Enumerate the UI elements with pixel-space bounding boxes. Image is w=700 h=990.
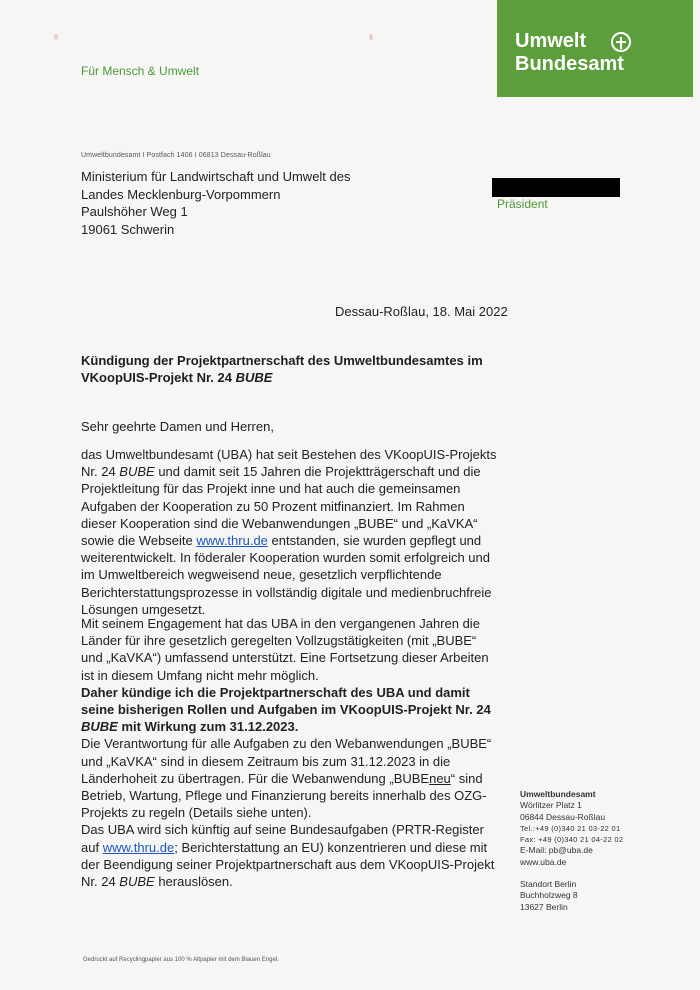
contact-org: Umweltbundesamt bbox=[520, 789, 596, 799]
letter-subject bbox=[81, 352, 501, 386]
future-tasks-text bbox=[81, 821, 497, 890]
text-underline: neu bbox=[429, 770, 451, 786]
subject-italic: BUBE bbox=[235, 370, 273, 385]
text-italic: BUBE bbox=[119, 874, 155, 890]
site-label: Standort Berlin bbox=[520, 879, 577, 890]
logo-line-2: Bundesamt bbox=[515, 53, 624, 75]
text-run: herauslösen. bbox=[154, 874, 233, 890]
thru-link[interactable]: www.thru.de bbox=[196, 533, 268, 549]
signatory-title: Präsident bbox=[497, 197, 548, 211]
uba-logo bbox=[497, 0, 693, 97]
site-city: 13627 Berlin bbox=[520, 901, 568, 912]
recipient-line: Paulshöher Weg 1 bbox=[81, 204, 188, 219]
text-italic: BUBE bbox=[119, 464, 155, 480]
recipient-address bbox=[81, 168, 351, 238]
contact-fax: Fax: +49 (0)340 21 04-22 02 bbox=[520, 835, 624, 845]
text-run: das Umweltbundesamt (UBA) hat seit Bestehen des VKoopUIS-Projekts Nr. 24 bbox=[81, 447, 497, 480]
contact-city: 06844 Dessau-Roßlau bbox=[520, 811, 606, 822]
text-run: Die Verantwortung für alle Aufgaben zu den Webanwendungen „BUBE“ und „KaVKA“ sind in diesem Zeitraum bis zum 31.12.2023 in die Länderhoheit zu übertragen. Für die Webanwendung „BUBE bbox=[81, 736, 492, 786]
redacted-name bbox=[492, 178, 620, 197]
contact-email[interactable]: E-Mail: pb@uba.de bbox=[520, 845, 593, 856]
contact-street: Wörlitzer Platz 1 bbox=[520, 800, 582, 811]
body-paragraph-2 bbox=[81, 615, 497, 890]
paper-speck bbox=[54, 34, 58, 40]
text-run: und damit seit 15 Jahren die Projektträgerschaft und die Projektleitung für das Projekt inne und hat auch die gemeinsamen Aufgaben der Kooperation zu 50 Prozent mitfinanziert. Im Rahmen dieser Kooperation sind die Webanwendungen „BUBE“ und „KaVKA“ sowie die Webseite bbox=[81, 464, 481, 549]
subject-text: Kündigung der Projektpartnerschaft des Umweltbundesamtes im VKoopUIS-Projekt Nr. 24 bbox=[81, 353, 483, 385]
recipient-line: Ministerium für Landwirtschaft und Umwelt des bbox=[81, 169, 351, 184]
globe-icon bbox=[611, 32, 631, 52]
contact-tel: Tel.:+49 (0)340 21 03-22 01 bbox=[520, 823, 621, 833]
body-paragraph-1 bbox=[81, 446, 497, 618]
contact-block bbox=[520, 789, 623, 913]
salutation: Sehr geehrte Damen und Herren, bbox=[81, 419, 274, 434]
spacer bbox=[520, 868, 623, 879]
text-run: ; Berichterstattung an EU) konzentrieren und diese mit der Beendigung seiner Projektpartnerschaft aus dem VKoopUIS-Projekt Nr. 24 bbox=[81, 839, 495, 890]
responsibility-text bbox=[81, 735, 497, 821]
text-run: “ sind Betrieb, Wartung, Pflege und Finanzierung bereits innerhalb des OZG-Projekts zu regeln (Details siehe unten). bbox=[81, 770, 487, 821]
paper-speck bbox=[369, 34, 373, 40]
tagline: Für Mensch & Umwelt bbox=[81, 64, 200, 78]
text-run: mit Wirkung zum 31.12.2023. bbox=[117, 719, 299, 735]
contact-web[interactable]: www.uba.de bbox=[520, 856, 567, 867]
text-run: Daher kündige ich die Projektpartnerschaft des UBA und damit seine bisherigen Rollen und Aufgaben im VKoopUIS-Projekt Nr. 24 bbox=[81, 684, 491, 718]
text-run: Mit seinem Engagement hat das UBA in den vergangenen Jahren die Länder für ihre gesetzlich geregelten Vollzugstätigkeiten (mit „BUBE“ und „KaVKA“) umfassend unterstützt. Eine Fortsetzung dieser Arbeiten ist in diesem Umfang nicht mehr möglich. bbox=[81, 616, 489, 683]
recipient-line: Landes Mecklenburg-Vorpommern bbox=[81, 186, 281, 202]
letter-date: Dessau-Roßlau, 18. Mai 2022 bbox=[335, 304, 508, 319]
footer-note: Gedruckt auf Recyclingpapier aus 100 % Altpapier mit dem Blauen Engel. bbox=[83, 957, 279, 963]
text-italic: BUBE bbox=[81, 719, 118, 735]
termination-statement bbox=[81, 684, 497, 736]
thru-link[interactable]: www.thru.de bbox=[102, 839, 175, 855]
logo-wordmark bbox=[515, 30, 624, 76]
site-street: Buchholzweg 8 bbox=[520, 890, 578, 901]
text-run: Das UBA wird sich künftig auf seine Bundesaufgaben (PRTR-Register auf bbox=[81, 822, 484, 855]
logo-line-1: Umwelt bbox=[515, 30, 587, 52]
recipient-line: 19061 Schwerin bbox=[81, 221, 175, 237]
text-run: entstanden, sie wurden gepflegt und weiterentwickelt. In föderaler Kooperation wurden somit erfolgreich und im Umweltbereich wegweisend neue, gesetzlich verpflichtende Berichterstattungsprozesse in vollständig digitale und medienbruchfreie Lösungen umgesetzt. bbox=[81, 533, 492, 617]
sender-return-address: Umweltbundesamt I Postfach 1406 I 06813 Dessau-Roßlau bbox=[81, 152, 271, 159]
